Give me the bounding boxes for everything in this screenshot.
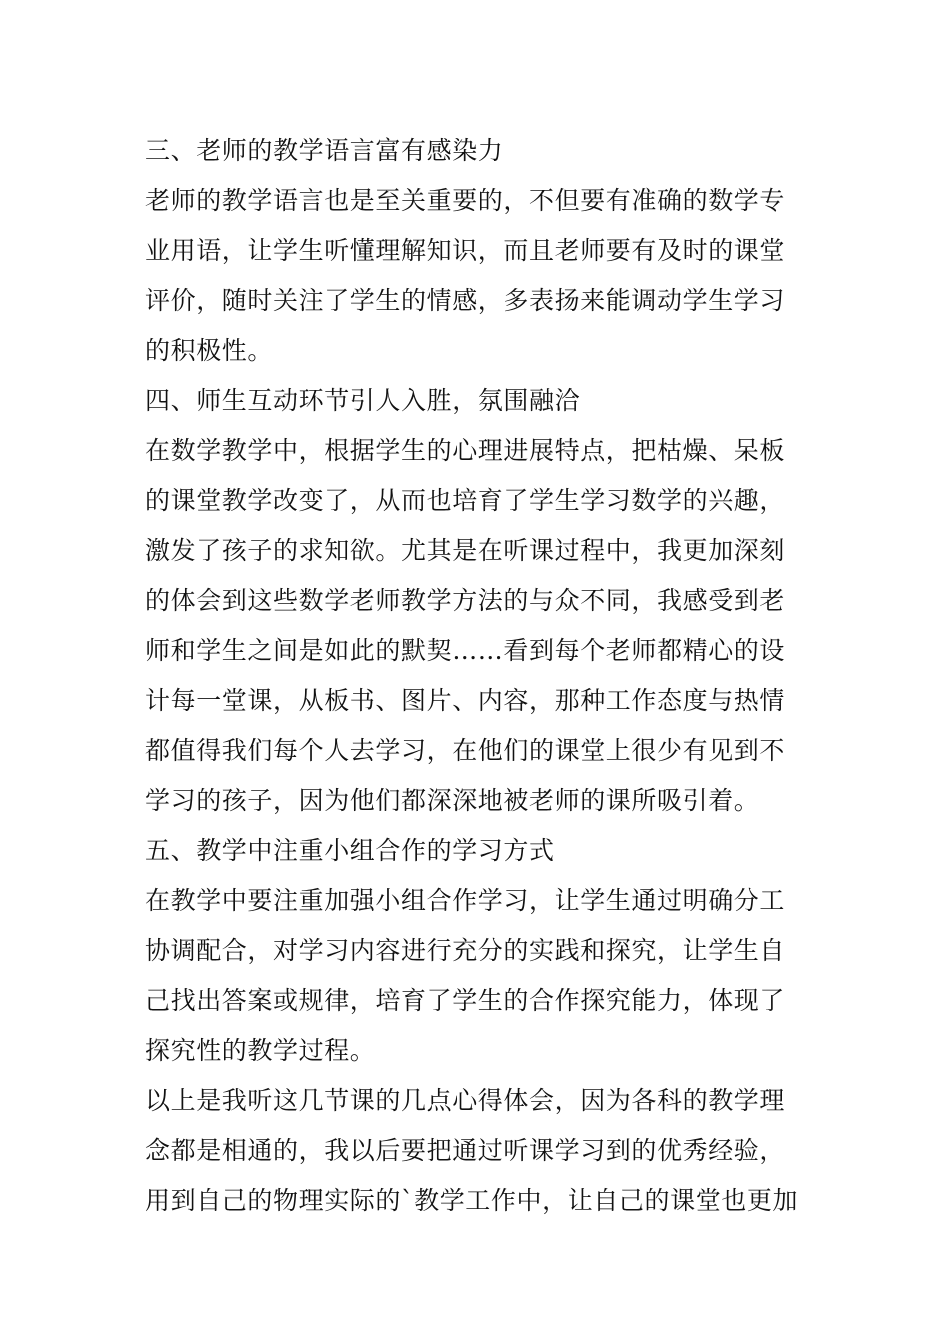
paragraph-line: 己找出答案或规律，培育了学生的合作探究能力，体现了 <box>145 986 786 1015</box>
paragraph-line: 的课堂教学改变了，从而也培育了学生学习数学的兴趣， <box>145 486 786 515</box>
section-heading-4: 四、师生互动环节引人入胜，氛围融洽 <box>145 386 581 415</box>
paragraph-line: 计每一堂课，从板书、图片、内容，那种工作态度与热情 <box>145 686 786 715</box>
paragraph-line: 在数学教学中，根据学生的心理进展特点，把枯燥、呆板 <box>145 436 786 465</box>
paragraph-line: 业用语，让学生听懂理解知识，而且老师要有及时的课堂 <box>145 236 786 265</box>
paragraph-line: 老师的教学语言也是至关重要的，不但要有准确的数学专 <box>145 186 786 215</box>
paragraph-line: 探究性的教学过程。 <box>145 1036 376 1065</box>
paragraph-line: 以上是我听这几节课的几点心得体会，因为各科的教学理 <box>145 1086 786 1115</box>
paragraph-line: 在教学中要注重加强小组合作学习，让学生通过明确分工 <box>145 886 786 915</box>
document-body <box>145 126 815 1226</box>
paragraph-line: 评价，随时关注了学生的情感，多表扬来能调动学生学习 <box>145 286 786 315</box>
section-heading-5: 五、教学中注重小组合作的学习方式 <box>145 836 555 865</box>
paragraph-line: 协调配合，对学习内容进行充分的实践和探究，让学生自 <box>145 936 786 965</box>
paragraph-line: 都值得我们每个人去学习，在他们的课堂上很少有见到不 <box>145 736 786 765</box>
section-heading-3: 三、老师的教学语言富有感染力 <box>145 136 504 165</box>
paragraph-line: 用到自己的物理实际的`教学工作中，让自己的课堂也更加 <box>145 1186 799 1215</box>
paragraph-line: 激发了孩子的求知欲。尤其是在听课过程中，我更加深刻 <box>145 536 786 565</box>
paragraph-line: 的积极性。 <box>145 336 274 365</box>
paragraph-line: 的体会到这些数学老师教学方法的与众不同，我感受到老 <box>145 586 786 615</box>
paragraph-line: 学习的孩子，因为他们都深深地被老师的课所吸引着。 <box>145 786 760 815</box>
paragraph-line: 念都是相通的，我以后要把通过听课学习到的优秀经验， <box>145 1136 786 1165</box>
paragraph-line: 师和学生之间是如此的默契……看到每个老师都精心的设 <box>145 636 786 665</box>
